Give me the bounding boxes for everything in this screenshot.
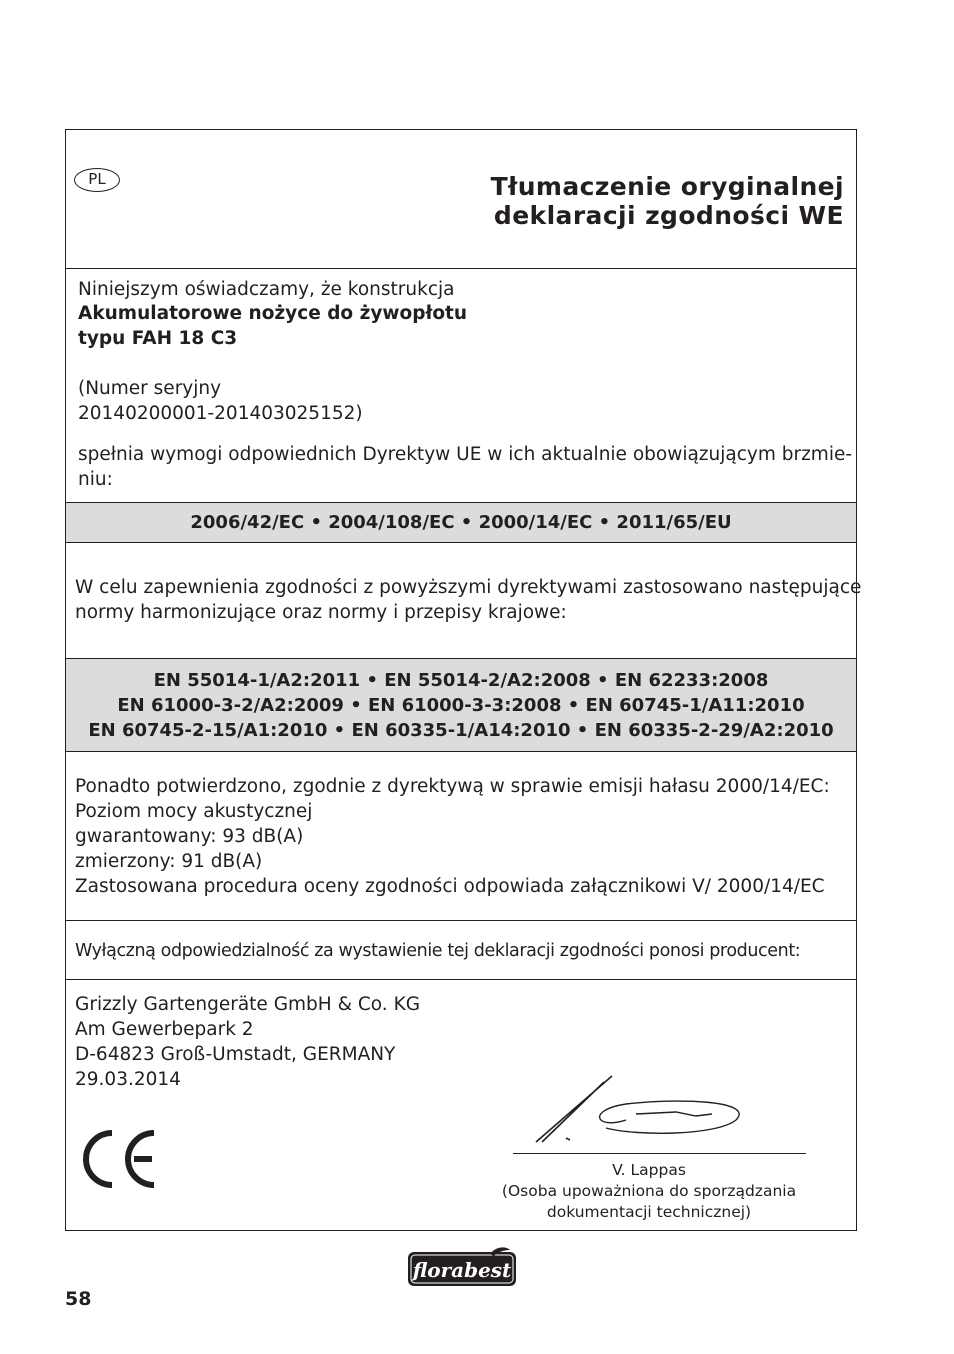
standards-intro-line-2: normy harmonizujące oraz normy i przepisy krajowe:	[75, 602, 567, 623]
noise-section	[66, 752, 856, 921]
standards-intro-line-1: W celu zapewnienia zgodności z powyższymi dyrektywami zastosowano następujące	[75, 577, 862, 598]
declaration-frame	[65, 129, 862, 1231]
noise-line-2: Poziom mocy akustycznej	[75, 801, 313, 822]
manufacturer-section	[66, 980, 856, 1230]
serial-range: 20140200001-201403025152)	[78, 403, 363, 424]
standards-line-3: EN 60745-2-15/A1:2010 • EN 60335-1/A14:2010 • EN 60335-2-29/A2:2010	[88, 720, 834, 741]
header-section	[66, 130, 856, 269]
intro-line: Niniejszym oświadczamy, że konstrukcja	[78, 279, 455, 300]
signatory-name: V. Lappas	[612, 1161, 686, 1179]
manufacturer-city: D-64823 Groß-Umstadt, GERMANY	[75, 1044, 396, 1065]
language-badge: PL	[74, 168, 120, 192]
standards-line-1: EN 55014-1/A2:2011 • EN 55014-2/A2:2008 • EN 62233:2008	[153, 670, 769, 691]
page-title	[491, 172, 844, 230]
compliance-line-2: niu:	[78, 469, 113, 490]
noise-line-3: gwarantowany: 93 dB(A)	[75, 826, 304, 847]
compliance-line-1: spełnia wymogi odpowiednich Dyrektyw UE w ich aktualnie obowiązującym brzmie-	[78, 444, 853, 465]
standards-band	[66, 659, 856, 752]
logo-text: florabest	[412, 1258, 512, 1282]
florabest-logo	[406, 1246, 518, 1290]
noise-line-5: Zastosowana procedura oceny zgodności odpowiada załącznikowi V/ 2000/14/EC	[75, 876, 825, 897]
noise-line-1: Ponadto potwierdzono, zgodnie z dyrektywą w sprawie emisji hałasu 2000/14/EC:	[75, 776, 830, 797]
signature-icon	[526, 1070, 796, 1150]
product-name: Akumulatorowe nożyce do żywopłotu	[78, 303, 468, 324]
responsibility-text: Wyłączną odpowiedzialność za wystawienie tej deklaracji zgodności ponosi producent:	[75, 941, 801, 961]
directives-band	[66, 503, 856, 543]
responsibility-section	[66, 921, 856, 980]
signatory-role-line-2: dokumentacji technicznej)	[546, 1203, 752, 1221]
title-line-1: Tłumaczenie oryginalnej	[490, 172, 844, 201]
standards-intro-section	[66, 543, 862, 659]
ce-mark-icon	[78, 1127, 160, 1191]
serial-label: (Numer seryjny	[78, 378, 222, 399]
product-section	[66, 269, 856, 503]
signature-line	[513, 1153, 806, 1154]
signatory-role-line-1: (Osoba upoważniona do sporządzania	[501, 1182, 797, 1200]
manufacturer-street: Am Gewerbepark 2	[75, 1019, 254, 1040]
noise-line-4: zmierzony: 91 dB(A)	[75, 851, 263, 872]
title-line-2: deklaracji zgodności WE	[493, 201, 844, 230]
product-type: typu FAH 18 C3	[78, 328, 238, 349]
directives-list: 2006/42/EC • 2004/108/EC • 2000/14/EC • 2011/65/EU	[190, 512, 732, 533]
page-number: 58	[65, 1288, 92, 1310]
manufacturer-name: Grizzly Gartengeräte GmbH & Co. KG	[75, 994, 421, 1015]
standards-line-2: EN 61000-3-2/A2:2009 • EN 61000-3-3:2008 • EN 60745-1/A11:2010	[117, 695, 805, 716]
declaration-date: 29.03.2014	[75, 1069, 181, 1090]
